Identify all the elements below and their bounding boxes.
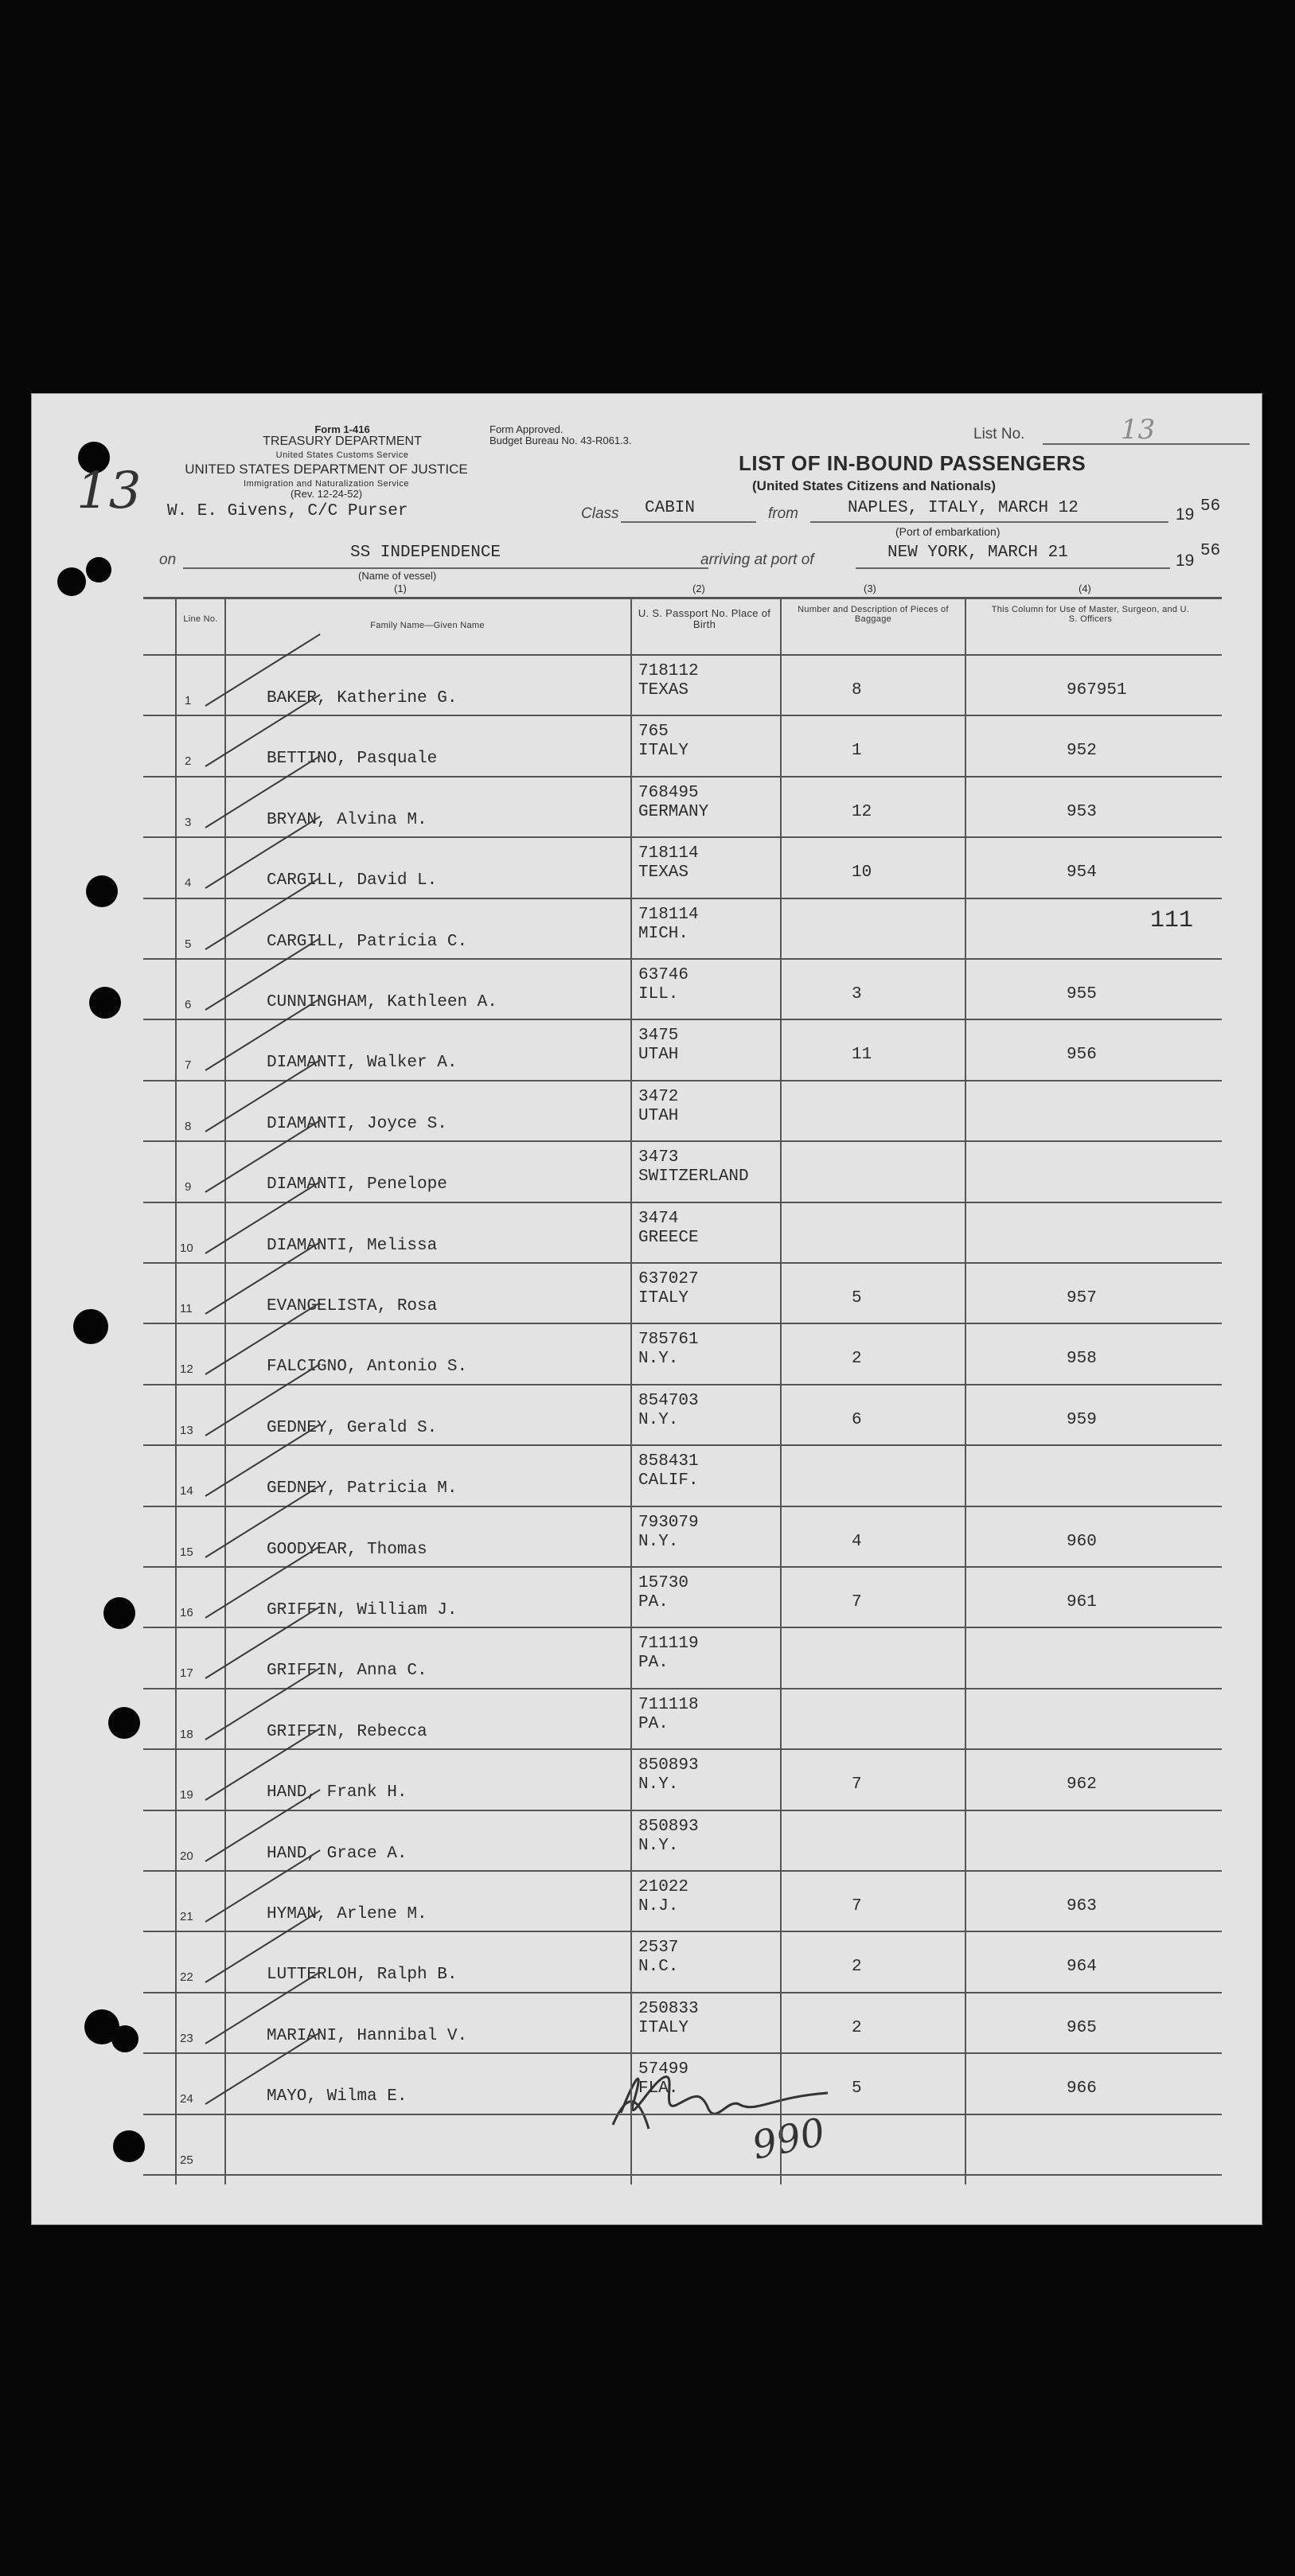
passport-number: 57499 — [638, 2060, 689, 2079]
place-of-birth: CALIF. — [638, 1471, 699, 1491]
table-row — [143, 1870, 1222, 1931]
binder-hole — [108, 1707, 140, 1739]
baggage-count: 4 — [852, 1532, 862, 1551]
binder-hole — [57, 567, 86, 596]
place-of-birth: GERMANY — [638, 802, 709, 821]
passenger-name: CUNNINGHAM, Kathleen A. — [267, 993, 497, 1011]
col2-note: (2) — [692, 583, 705, 594]
table-row — [143, 1810, 1222, 1870]
header-line-no: Line No. — [183, 614, 218, 624]
passenger-name: BAKER, Katherine G. — [267, 689, 458, 707]
table-row — [143, 1384, 1222, 1444]
place-of-birth: MICH. — [638, 924, 689, 943]
officer-notation: 966 — [1067, 2079, 1097, 2099]
header-officers: This Column for Use of Master, Surgeon, and U. S. Officers — [991, 605, 1190, 624]
place-of-birth: PA. — [638, 1654, 669, 1673]
place-of-birth: N.Y. — [638, 1410, 679, 1429]
customs-service: United States Customs Service — [275, 450, 409, 460]
margin-handwritten-number: 13 — [76, 462, 142, 520]
line-number: 25 — [180, 2153, 193, 2167]
officer-notation: 954 — [1067, 863, 1097, 883]
table-row — [143, 2052, 1222, 2113]
line-number: 18 — [180, 1727, 193, 1741]
passport-number: 3474 — [638, 1209, 679, 1228]
officer-notation: 953 — [1067, 802, 1097, 821]
from-label: from — [768, 505, 798, 522]
passport-number: 785761 — [638, 1331, 699, 1350]
table-row — [143, 1627, 1222, 1687]
binder-hole — [86, 557, 111, 583]
purser-name: W. E. Givens, C/C Purser — [167, 502, 408, 520]
line-number: 7 — [185, 1058, 192, 1073]
passport-number: 793079 — [638, 1513, 699, 1532]
binder-hole — [113, 2130, 145, 2162]
table-row — [143, 1202, 1222, 1262]
table-row — [143, 1688, 1222, 1748]
port-embarkation-note: (Port of embarkation) — [895, 525, 1001, 538]
passport-number: 768495 — [638, 783, 699, 802]
year-prefix-2: 19 — [1176, 551, 1195, 570]
header-name: Family Name—Given Name — [370, 621, 485, 630]
table-row — [143, 2114, 1222, 2174]
baggage-count: 2 — [852, 1958, 862, 1977]
passport-number: 3473 — [638, 1148, 679, 1167]
passenger-name: LUTTERLOH, Ralph B. — [267, 1966, 458, 1985]
on-label: on — [159, 551, 177, 568]
year-2: 56 — [1200, 542, 1221, 560]
col4-note: (4) — [1079, 583, 1091, 594]
arriving-label: arriving at port of — [700, 551, 814, 568]
passenger-name: DIAMANTI, Melissa — [267, 1236, 438, 1255]
passport-number: 850893 — [638, 1817, 699, 1836]
passenger-name: GRIFFIN, William J. — [267, 1601, 458, 1619]
page-title: LIST OF IN-BOUND PASSENGERS — [739, 451, 1086, 475]
place-of-birth: N.Y. — [638, 1350, 679, 1369]
place-of-birth: GREECE — [638, 1228, 699, 1247]
passenger-name: EVANGELISTA, Rosa — [267, 1297, 438, 1315]
vessel-note: (Name of vessel) — [358, 570, 437, 582]
table-row — [143, 1992, 1222, 2052]
passenger-name: GRIFFIN, Anna C. — [267, 1662, 427, 1681]
line-number: 9 — [185, 1180, 192, 1194]
passport-number: 718114 — [638, 905, 699, 924]
officer-notation: 956 — [1067, 1046, 1097, 1065]
passenger-name: BETTINO, Pasquale — [267, 750, 438, 769]
line-number: 20 — [180, 1849, 193, 1863]
passport-number: 765 — [638, 723, 669, 742]
place-of-birth: N.Y. — [638, 1532, 679, 1551]
passenger-name: MARIANI, Hannibal V. — [267, 2026, 468, 2045]
officer-notation: 963 — [1067, 1897, 1097, 1915]
passenger-name: BRYAN, Alvina M. — [267, 810, 427, 829]
passenger-name: HAND, Frank H. — [267, 1783, 408, 1802]
table-row — [143, 1506, 1222, 1566]
arrival-value: NEW YORK, MARCH 21 — [887, 544, 1068, 562]
line-number: 2 — [185, 754, 192, 769]
binder-hole — [89, 987, 121, 1019]
table-row — [143, 1080, 1222, 1140]
place-of-birth: ITALY — [638, 2018, 689, 2037]
officer-notation: 958 — [1067, 1350, 1097, 1369]
line-number: 3 — [185, 815, 192, 829]
budget-bureau: Budget Bureau No. 43-R061.3. — [490, 435, 632, 446]
list-no-label: List No. — [973, 426, 1025, 442]
place-of-birth: UTAH — [638, 1046, 679, 1065]
binder-hole — [103, 1597, 135, 1629]
place-of-birth: PA. — [638, 1593, 669, 1611]
form-approved: Form Approved. — [490, 423, 564, 435]
place-of-birth: ITALY — [638, 742, 689, 761]
baggage-count: 7 — [852, 1775, 862, 1795]
passport-number: 718114 — [638, 844, 699, 863]
passenger-name: HYMAN, Arlene M. — [267, 1905, 427, 1923]
table-row — [143, 1931, 1222, 1991]
officer-notation: 111 — [1150, 906, 1194, 934]
page-subtitle: (United States Citizens and Nationals) — [752, 478, 997, 493]
revision-date: (Rev. 12-24-52) — [290, 488, 363, 500]
line-number: 1 — [185, 694, 192, 707]
table-row — [143, 1566, 1222, 1627]
officer-notation: 964 — [1067, 1958, 1097, 1977]
passenger-name: GOODYEAR, Thomas — [267, 1540, 427, 1559]
ins-service: Immigration and Naturalization Service — [244, 479, 409, 489]
form-number: Form 1-416 — [314, 423, 370, 435]
line-number: 15 — [180, 1545, 193, 1559]
passport-number: 637027 — [638, 1270, 699, 1288]
passenger-name: GEDNEY, Gerald S. — [267, 1418, 438, 1437]
handwritten-note: 990 — [748, 2110, 829, 2169]
place-of-birth: N.Y. — [638, 1775, 679, 1795]
officer-notation: 959 — [1067, 1410, 1097, 1429]
passenger-table — [143, 597, 1222, 2184]
header-passport: U. S. Passport No. Place of Birth — [638, 607, 771, 630]
table-row — [143, 958, 1222, 1019]
line-number: 12 — [180, 1362, 193, 1377]
passport-number: 63746 — [638, 966, 689, 984]
officer-notation: 967951 — [1067, 681, 1127, 700]
passport-number: 718112 — [638, 662, 699, 680]
place-of-birth: PA. — [638, 1714, 669, 1733]
passport-number: 21022 — [638, 1878, 689, 1896]
line-number: 22 — [180, 1970, 193, 1985]
table-row — [143, 1262, 1222, 1323]
justice-department: UNITED STATES DEPARTMENT OF JUSTICE — [185, 462, 468, 477]
passenger-name: HAND, Grace A. — [267, 1844, 408, 1863]
class-value: CABIN — [645, 499, 696, 517]
baggage-count: 1 — [852, 742, 862, 761]
baggage-count: 11 — [852, 1046, 872, 1065]
place-of-birth: N.Y. — [638, 1836, 679, 1855]
line-number: 17 — [180, 1666, 193, 1681]
baggage-count: 5 — [852, 1289, 862, 1307]
place-of-birth: N.C. — [638, 1958, 679, 1977]
baggage-count: 3 — [852, 985, 862, 1004]
passport-number: 3472 — [638, 1087, 679, 1106]
line-number: 14 — [180, 1484, 193, 1498]
officer-notation: 957 — [1067, 1289, 1097, 1307]
line-number: 5 — [185, 937, 192, 951]
line-number: 19 — [180, 1788, 193, 1802]
line-number: 16 — [180, 1606, 193, 1619]
line-number: 23 — [180, 2031, 193, 2045]
row-divider — [143, 2174, 1222, 2176]
officer-notation: 961 — [1067, 1593, 1097, 1611]
passport-number: 15730 — [638, 1574, 689, 1592]
line-number: 21 — [180, 1910, 193, 1923]
passport-number: 711118 — [638, 1695, 699, 1714]
col1-note: (1) — [394, 583, 407, 594]
treasury-department: TREASURY DEPARTMENT — [263, 435, 422, 448]
passport-number: 858431 — [638, 1452, 699, 1471]
passenger-name: GEDNEY, Patricia M. — [267, 1479, 458, 1498]
passenger-name: DIAMANTI, Joyce S. — [267, 1114, 447, 1133]
line-number: 10 — [180, 1241, 193, 1255]
embarkation-value: NAPLES, ITALY, MARCH 12 — [848, 499, 1079, 517]
baggage-count: 7 — [852, 1593, 862, 1611]
officer-notation: 960 — [1067, 1532, 1097, 1551]
place-of-birth: FLA. — [638, 2079, 679, 2099]
line-number: 8 — [185, 1119, 192, 1133]
line-number: 6 — [185, 998, 192, 1011]
year-1: 56 — [1200, 497, 1221, 516]
passenger-name: DIAMANTI, Penelope — [267, 1175, 447, 1194]
place-of-birth: TEXAS — [638, 863, 689, 883]
passport-number: 854703 — [638, 1391, 699, 1410]
line-number: 13 — [180, 1423, 193, 1437]
class-label: Class — [581, 505, 619, 522]
baggage-count: 12 — [852, 802, 872, 821]
place-of-birth: UTAH — [638, 1106, 679, 1125]
baggage-count: 2 — [852, 2018, 862, 2037]
baggage-count: 5 — [852, 2079, 862, 2099]
officer-notation: 952 — [1067, 742, 1097, 761]
passenger-name: MAYO, Wilma E. — [267, 2087, 408, 2106]
baggage-count: 8 — [852, 681, 862, 700]
line-number: 24 — [180, 2092, 193, 2106]
baggage-count: 6 — [852, 1410, 862, 1429]
binder-hole — [73, 1309, 108, 1344]
officer-notation: 955 — [1067, 985, 1097, 1004]
col3-note: (3) — [864, 583, 876, 594]
passport-number: 2537 — [638, 1939, 679, 1958]
list-number: 13 — [1121, 414, 1156, 446]
passenger-name: DIAMANTI, Walker A. — [267, 1054, 458, 1073]
passport-number: 3475 — [638, 1027, 679, 1046]
table-row — [143, 1323, 1222, 1383]
line-number: 4 — [185, 876, 192, 890]
binder-hole — [86, 875, 118, 907]
table-row — [143, 654, 1222, 715]
passport-number: 850893 — [638, 1756, 699, 1775]
officer-notation: 965 — [1067, 2018, 1097, 2037]
passport-number: 250833 — [638, 1999, 699, 2018]
officer-notation: 962 — [1067, 1775, 1097, 1795]
passenger-name: CARGILL, Patricia C. — [267, 932, 468, 951]
baggage-count: 10 — [852, 863, 872, 883]
year-prefix-1: 19 — [1176, 505, 1195, 524]
place-of-birth: ILL. — [638, 985, 679, 1004]
passenger-name: CARGILL, David L. — [267, 871, 438, 890]
vessel-name: SS INDEPENDENCE — [350, 544, 501, 562]
place-of-birth: SWITZERLAND — [638, 1167, 749, 1187]
place-of-birth: TEXAS — [638, 681, 689, 700]
table-row — [143, 1019, 1222, 1079]
line-number: 11 — [180, 1302, 193, 1315]
header-baggage: Number and Description of Pieces of Baggage — [798, 605, 949, 624]
table-row — [143, 715, 1222, 775]
place-of-birth: N.J. — [638, 1897, 679, 1915]
baggage-count: 2 — [852, 1350, 862, 1369]
table-row — [143, 898, 1222, 958]
place-of-birth: ITALY — [638, 1289, 689, 1307]
passenger-name: FALCIGNO, Antonio S. — [267, 1358, 468, 1377]
binder-hole — [111, 2025, 138, 2052]
table-row — [143, 776, 1222, 836]
baggage-count: 7 — [852, 1897, 862, 1915]
passenger-name: GRIFFIN, Rebecca — [267, 1722, 427, 1741]
passport-number: 711119 — [638, 1635, 699, 1654]
